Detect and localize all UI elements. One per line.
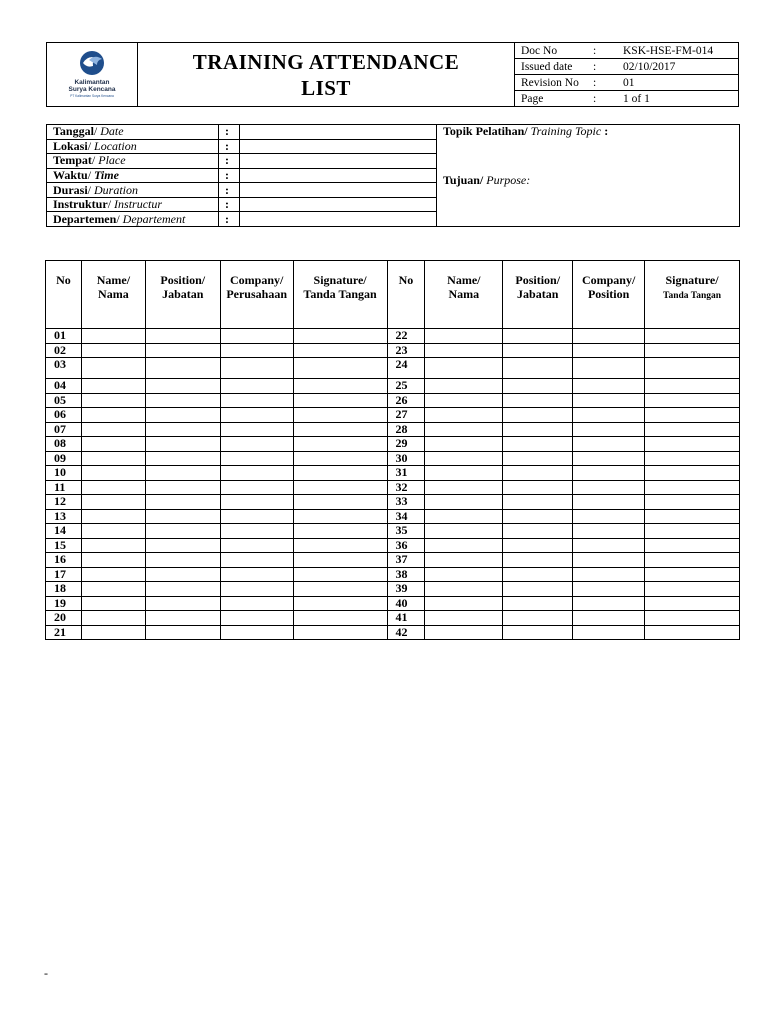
name-cell[interactable]	[425, 567, 503, 582]
name-cell[interactable]	[81, 393, 145, 408]
position-cell[interactable]	[503, 480, 573, 495]
row-number: 31	[387, 466, 425, 481]
info-label-date: Tanggal/ Date	[47, 125, 219, 140]
name-cell[interactable]	[425, 358, 503, 379]
name-cell[interactable]	[81, 567, 145, 582]
name-cell[interactable]	[425, 495, 503, 510]
purpose-label: Tujuan/ Purpose:	[443, 173, 531, 187]
row-number: 22	[387, 329, 425, 344]
company-cell[interactable]	[220, 466, 293, 481]
row-number: 02	[46, 343, 82, 358]
name-cell[interactable]	[81, 524, 145, 539]
row-number: 25	[387, 379, 425, 394]
company-cell[interactable]	[573, 582, 645, 597]
col-header-no: No	[46, 261, 82, 329]
name-cell[interactable]	[425, 422, 503, 437]
name-cell[interactable]	[425, 596, 503, 611]
table-row	[46, 625, 740, 640]
position-cell[interactable]	[503, 466, 573, 481]
position-cell[interactable]	[145, 495, 220, 510]
row-number: 01	[46, 329, 82, 344]
col-header-name: Name/ Nama	[81, 261, 145, 329]
name-cell[interactable]	[425, 480, 503, 495]
signature-cell[interactable]	[293, 596, 387, 611]
position-cell[interactable]	[503, 422, 573, 437]
row-number: 10	[46, 466, 82, 481]
position-cell[interactable]	[503, 625, 573, 640]
company-cell[interactable]	[573, 358, 645, 379]
position-cell[interactable]	[145, 611, 220, 626]
signature-cell[interactable]	[293, 480, 387, 495]
signature-cell[interactable]	[645, 358, 740, 379]
signature-cell[interactable]	[645, 466, 740, 481]
name-cell[interactable]	[81, 422, 145, 437]
name-cell[interactable]	[425, 437, 503, 452]
row-number: 39	[387, 582, 425, 597]
signature-cell[interactable]	[645, 495, 740, 510]
position-cell[interactable]	[145, 393, 220, 408]
position-cell[interactable]	[145, 582, 220, 597]
name-cell[interactable]	[425, 451, 503, 466]
position-cell[interactable]	[145, 437, 220, 452]
meta-row-page: Page : 1 of 1	[515, 91, 738, 107]
company-cell[interactable]	[220, 596, 293, 611]
signature-cell[interactable]	[293, 625, 387, 640]
company-cell[interactable]	[220, 553, 293, 568]
name-cell[interactable]	[81, 358, 145, 379]
signature-cell[interactable]	[293, 379, 387, 394]
title-line-1: TRAINING ATTENDANCE	[192, 49, 460, 74]
company-cell[interactable]	[220, 358, 293, 379]
date-field[interactable]	[240, 125, 437, 140]
row-number: 16	[46, 553, 82, 568]
info-label-location: Lokasi/ Location	[47, 139, 219, 154]
row-number: 13	[46, 509, 82, 524]
signature-cell[interactable]	[293, 538, 387, 553]
row-number: 12	[46, 495, 82, 510]
info-label-instructor: Instruktur/ Instructur	[47, 197, 219, 212]
meta-label: Page	[521, 92, 544, 105]
table-row	[46, 567, 740, 582]
col-header-company: Company/ Perusahaan	[220, 261, 293, 329]
name-cell[interactable]	[81, 408, 145, 423]
position-cell[interactable]	[145, 329, 220, 344]
row-number: 37	[387, 553, 425, 568]
row-number: 24	[387, 358, 425, 379]
company-cell[interactable]	[573, 437, 645, 452]
name-cell[interactable]	[425, 553, 503, 568]
row-number: 27	[387, 408, 425, 423]
position-cell[interactable]	[145, 538, 220, 553]
company-cell[interactable]	[573, 596, 645, 611]
position-cell[interactable]	[145, 509, 220, 524]
footer-mark: -	[44, 966, 48, 980]
name-cell[interactable]	[81, 582, 145, 597]
document-title	[138, 43, 515, 107]
position-cell[interactable]	[145, 422, 220, 437]
signature-cell[interactable]	[645, 393, 740, 408]
position-cell[interactable]	[503, 524, 573, 539]
col-header-signature-right: Signature/ Tanda Tangan	[645, 261, 740, 329]
signature-cell[interactable]	[645, 611, 740, 626]
signature-cell[interactable]	[293, 582, 387, 597]
row-number: 11	[46, 480, 82, 495]
signature-cell[interactable]	[645, 480, 740, 495]
name-cell[interactable]	[425, 393, 503, 408]
name-cell[interactable]	[81, 466, 145, 481]
company-cell[interactable]	[573, 524, 645, 539]
company-cell[interactable]	[573, 538, 645, 553]
row-number: 32	[387, 480, 425, 495]
name-cell[interactable]	[425, 466, 503, 481]
logo-emblem-icon	[62, 46, 122, 98]
position-cell[interactable]	[145, 524, 220, 539]
position-cell[interactable]	[503, 358, 573, 379]
logo-name-line2: Surya Kencana	[68, 86, 116, 93]
company-cell[interactable]	[220, 379, 293, 394]
signature-cell[interactable]	[293, 329, 387, 344]
signature-cell[interactable]	[293, 437, 387, 452]
table-row	[46, 480, 740, 495]
name-cell[interactable]	[81, 625, 145, 640]
table-row	[46, 422, 740, 437]
col-header-company-right: Company/ Position	[573, 261, 645, 329]
document-header	[46, 42, 739, 107]
position-cell[interactable]	[145, 596, 220, 611]
company-cell[interactable]	[220, 524, 293, 539]
attendance-header-row	[46, 261, 740, 329]
table-row	[46, 524, 740, 539]
table-row	[46, 393, 740, 408]
company-cell[interactable]	[573, 379, 645, 394]
meta-label: Issued date	[515, 59, 587, 75]
name-cell[interactable]	[81, 495, 145, 510]
position-cell[interactable]	[145, 379, 220, 394]
row-number: 42	[387, 625, 425, 640]
meta-label: Doc No	[515, 43, 587, 59]
topic-purpose-area[interactable]	[437, 125, 740, 227]
position-cell[interactable]	[145, 480, 220, 495]
name-cell[interactable]	[81, 437, 145, 452]
col-header-position: Position/ Jabatan	[145, 261, 220, 329]
company-cell[interactable]	[573, 451, 645, 466]
meta-value: 02/10/2017	[617, 59, 738, 75]
company-cell[interactable]	[573, 509, 645, 524]
meta-value: KSK-HSE-FM-014	[617, 43, 738, 59]
table-row	[46, 611, 740, 626]
signature-cell[interactable]	[645, 329, 740, 344]
row-number: 03	[46, 358, 82, 379]
table-row	[46, 379, 740, 394]
signature-cell[interactable]	[293, 611, 387, 626]
row-number: 36	[387, 538, 425, 553]
col-header-position-right: Position/ Jabatan	[503, 261, 573, 329]
signature-cell[interactable]	[645, 451, 740, 466]
logo-tagline: PT Kalimantan Surya Kencana	[70, 94, 114, 98]
position-cell[interactable]	[503, 408, 573, 423]
company-cell[interactable]	[220, 408, 293, 423]
document-meta	[515, 43, 739, 107]
table-row	[46, 329, 740, 344]
meta-row-doc-no: Doc No : KSK-HSE-FM-014	[515, 43, 738, 59]
company-cell[interactable]	[573, 343, 645, 358]
company-cell[interactable]	[220, 495, 293, 510]
row-number: 14	[46, 524, 82, 539]
table-row	[46, 343, 740, 358]
company-cell[interactable]	[573, 625, 645, 640]
signature-cell[interactable]	[645, 343, 740, 358]
location-field[interactable]	[240, 139, 437, 154]
position-cell[interactable]	[145, 466, 220, 481]
signature-cell[interactable]	[293, 393, 387, 408]
signature-cell[interactable]	[645, 567, 740, 582]
company-cell[interactable]	[220, 451, 293, 466]
position-cell[interactable]	[145, 567, 220, 582]
logo-name-line1: Kalimantan	[74, 79, 110, 86]
row-number: 40	[387, 596, 425, 611]
row-number: 09	[46, 451, 82, 466]
row-number: 15	[46, 538, 82, 553]
table-row	[46, 538, 740, 553]
name-cell[interactable]	[81, 553, 145, 568]
table-row	[46, 466, 740, 481]
name-cell[interactable]	[81, 480, 145, 495]
row-number: 38	[387, 567, 425, 582]
signature-cell[interactable]	[293, 408, 387, 423]
company-cell[interactable]	[220, 625, 293, 640]
row-number: 05	[46, 393, 82, 408]
col-header-signature: Signature/ Tanda Tangan	[293, 261, 387, 329]
name-cell[interactable]	[425, 509, 503, 524]
company-cell[interactable]	[220, 393, 293, 408]
col-header-no-right: No	[387, 261, 425, 329]
meta-row-revision-no: Revision No : 01	[515, 75, 738, 91]
signature-cell[interactable]	[293, 495, 387, 510]
company-cell[interactable]	[220, 582, 293, 597]
signature-cell[interactable]	[293, 422, 387, 437]
table-row	[46, 596, 740, 611]
signature-cell[interactable]	[293, 466, 387, 481]
table-row	[46, 451, 740, 466]
name-cell[interactable]	[81, 596, 145, 611]
name-cell[interactable]	[81, 343, 145, 358]
position-cell[interactable]	[503, 329, 573, 344]
position-cell[interactable]	[503, 567, 573, 582]
training-info: Tanggal/ Date : Topik Pelatihan/ Training Topic : Tujuan/ Purpose: Lokasi/ Location : Tempat/ Place : Waktu/ Time : Durasi/ Duration : Instruktur/ Instructur : Departemen/ Departement :	[46, 124, 740, 227]
position-cell[interactable]	[503, 393, 573, 408]
signature-cell[interactable]	[293, 343, 387, 358]
position-cell[interactable]	[145, 343, 220, 358]
instructor-field[interactable]	[240, 197, 437, 212]
meta-value: 01	[617, 75, 738, 91]
name-cell[interactable]	[425, 538, 503, 553]
row-number: 04	[46, 379, 82, 394]
signature-cell[interactable]	[645, 509, 740, 524]
row-number: 30	[387, 451, 425, 466]
position-cell[interactable]	[503, 553, 573, 568]
info-label-place: Tempat/ Place	[47, 154, 219, 169]
table-row	[46, 358, 740, 379]
row-number: 29	[387, 437, 425, 452]
position-cell[interactable]	[503, 437, 573, 452]
info-label-duration: Durasi/ Duration	[47, 183, 219, 198]
signature-cell[interactable]	[293, 553, 387, 568]
company-cell[interactable]	[220, 509, 293, 524]
name-cell[interactable]	[81, 611, 145, 626]
position-cell[interactable]	[145, 553, 220, 568]
name-cell[interactable]	[425, 582, 503, 597]
position-cell[interactable]	[145, 408, 220, 423]
row-number: 35	[387, 524, 425, 539]
signature-cell[interactable]	[645, 596, 740, 611]
row-number: 33	[387, 495, 425, 510]
table-row	[46, 495, 740, 510]
position-cell[interactable]	[145, 625, 220, 640]
position-cell[interactable]	[503, 379, 573, 394]
company-cell[interactable]	[220, 329, 293, 344]
position-cell[interactable]	[503, 538, 573, 553]
row-number: 07	[46, 422, 82, 437]
company-cell[interactable]	[573, 611, 645, 626]
signature-cell[interactable]	[645, 379, 740, 394]
signature-cell[interactable]	[293, 451, 387, 466]
position-cell[interactable]	[503, 596, 573, 611]
info-label-time: Waktu/ Time	[47, 168, 219, 183]
table-row	[46, 582, 740, 597]
attendance-table	[45, 260, 740, 640]
signature-cell[interactable]	[293, 567, 387, 582]
signature-cell[interactable]	[645, 408, 740, 423]
row-number: 26	[387, 393, 425, 408]
signature-cell[interactable]	[645, 553, 740, 568]
name-cell[interactable]	[425, 611, 503, 626]
position-cell[interactable]	[503, 451, 573, 466]
position-cell[interactable]	[503, 495, 573, 510]
table-row	[46, 408, 740, 423]
table-row	[46, 553, 740, 568]
attendance-rows	[46, 329, 740, 640]
place-field[interactable]	[240, 154, 437, 169]
row-number: 06	[46, 408, 82, 423]
signature-cell[interactable]	[645, 582, 740, 597]
row-number: 19	[46, 596, 82, 611]
row-number: 20	[46, 611, 82, 626]
company-cell[interactable]	[573, 480, 645, 495]
position-cell[interactable]	[503, 509, 573, 524]
signature-cell[interactable]	[293, 524, 387, 539]
company-cell[interactable]	[220, 480, 293, 495]
company-cell[interactable]	[220, 567, 293, 582]
table-row	[46, 509, 740, 524]
name-cell[interactable]	[81, 509, 145, 524]
signature-cell[interactable]	[645, 437, 740, 452]
row-number: 23	[387, 343, 425, 358]
row-number: 18	[46, 582, 82, 597]
company-cell[interactable]	[220, 611, 293, 626]
duration-field[interactable]	[240, 183, 437, 198]
company-cell[interactable]	[220, 538, 293, 553]
name-cell[interactable]	[425, 329, 503, 344]
name-cell[interactable]	[81, 538, 145, 553]
name-cell[interactable]	[425, 379, 503, 394]
department-field[interactable]	[240, 212, 437, 227]
signature-cell[interactable]	[645, 422, 740, 437]
signature-cell[interactable]	[645, 538, 740, 553]
row-number: 08	[46, 437, 82, 452]
company-cell[interactable]	[573, 329, 645, 344]
name-cell[interactable]	[81, 379, 145, 394]
position-cell[interactable]	[503, 611, 573, 626]
company-logo	[47, 43, 138, 107]
name-cell[interactable]	[81, 329, 145, 344]
company-cell[interactable]	[573, 567, 645, 582]
name-cell[interactable]	[81, 451, 145, 466]
company-cell[interactable]	[573, 466, 645, 481]
position-cell[interactable]	[145, 358, 220, 379]
company-cell[interactable]	[220, 343, 293, 358]
company-cell[interactable]	[573, 422, 645, 437]
meta-value: 1 of 1	[623, 92, 650, 105]
title-line-2: LIST	[301, 75, 351, 100]
info-label-department: Departemen/ Departement	[47, 212, 219, 227]
company-cell[interactable]	[573, 495, 645, 510]
time-field[interactable]	[240, 168, 437, 183]
meta-label: Revision No	[515, 75, 587, 91]
company-cell[interactable]	[573, 393, 645, 408]
row-number: 21	[46, 625, 82, 640]
training-topic-label: Topik Pelatihan/ Training Topic :	[443, 124, 609, 138]
company-cell[interactable]	[220, 437, 293, 452]
row-number: 28	[387, 422, 425, 437]
name-cell[interactable]	[425, 524, 503, 539]
signature-cell[interactable]	[293, 509, 387, 524]
company-cell[interactable]	[573, 408, 645, 423]
name-cell[interactable]	[425, 343, 503, 358]
col-header-name-right: Name/ Nama	[425, 261, 503, 329]
company-cell[interactable]	[220, 422, 293, 437]
name-cell[interactable]	[425, 625, 503, 640]
row-number: 34	[387, 509, 425, 524]
row-number: 17	[46, 567, 82, 582]
name-cell[interactable]	[425, 408, 503, 423]
position-cell[interactable]	[503, 582, 573, 597]
position-cell[interactable]	[145, 451, 220, 466]
meta-row-issued-date: Issued date : 02/10/2017	[515, 59, 738, 75]
position-cell[interactable]	[503, 343, 573, 358]
company-cell[interactable]	[573, 553, 645, 568]
signature-cell[interactable]	[645, 524, 740, 539]
signature-cell[interactable]	[293, 358, 387, 379]
row-number: 41	[387, 611, 425, 626]
table-row	[46, 437, 740, 452]
signature-cell[interactable]	[645, 625, 740, 640]
